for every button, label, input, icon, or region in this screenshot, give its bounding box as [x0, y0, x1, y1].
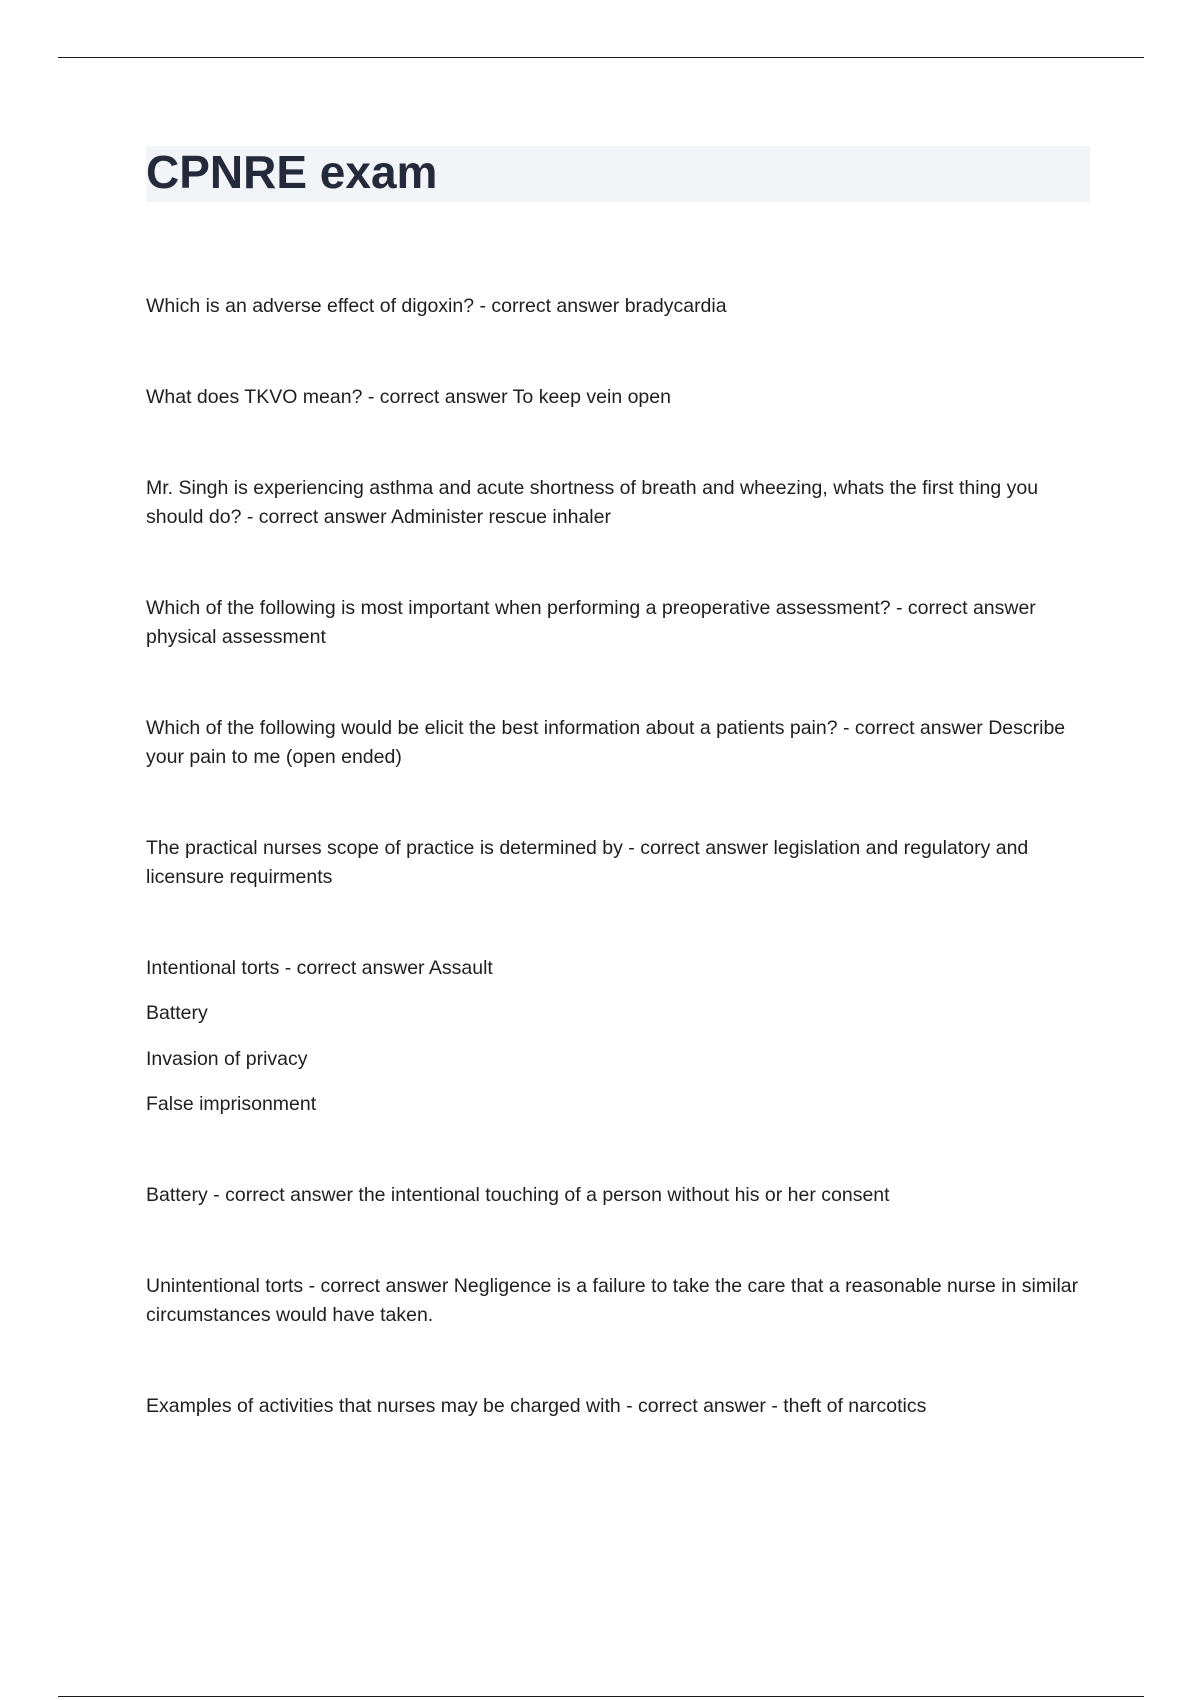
- qa-line-battery: Battery: [146, 1002, 208, 1024]
- qa-entry-unintentional-torts: Unintentional torts - correct answer Negligence is a failure to take the care that a reasonable nurse in similar circumstances would have taken.: [146, 1275, 1079, 1326]
- top-rule: [58, 57, 1144, 58]
- bottom-rule: [58, 1696, 1144, 1697]
- qa-line-false-imprisonment: False imprisonment: [146, 1093, 317, 1115]
- qa-entry-digoxin: Which is an adverse effect of digoxin? - correct answer bradycardia: [146, 295, 727, 317]
- page-title: CPNRE exam: [146, 146, 438, 198]
- qa-entry-asthma: Mr. Singh is experiencing asthma and acute shortness of breath and wheezing, whats the first thing you should do? - correct answer Administer rescue inhaler: [146, 477, 1039, 528]
- qa-entry-nurse-charges: Examples of activities that nurses may be charged with - correct answer - theft of narcotics: [146, 1395, 927, 1417]
- qa-entry-tkvo: What does TKVO mean? - correct answer To keep vein open: [146, 386, 671, 408]
- qa-line-invasion-of-privacy: Invasion of privacy: [146, 1048, 308, 1070]
- qa-entry-scope: The practical nurses scope of practice is determined by - correct answer legislation and regulatory and licensure requirments: [146, 837, 1029, 888]
- qa-entry-battery: Battery - correct answer the intentional touching of a person without his or her consent: [146, 1184, 890, 1206]
- qa-line-intentional-torts: Intentional torts - correct answer Assault: [146, 957, 493, 979]
- qa-entry-pain: Which of the following would be elicit the best information about a patients pain? - correct answer Describe your pain to me (open ended): [146, 717, 1066, 768]
- qa-entry-preoperative: Which of the following is most important when performing a preoperative assessment? - correct answer physical assessment: [146, 597, 1036, 648]
